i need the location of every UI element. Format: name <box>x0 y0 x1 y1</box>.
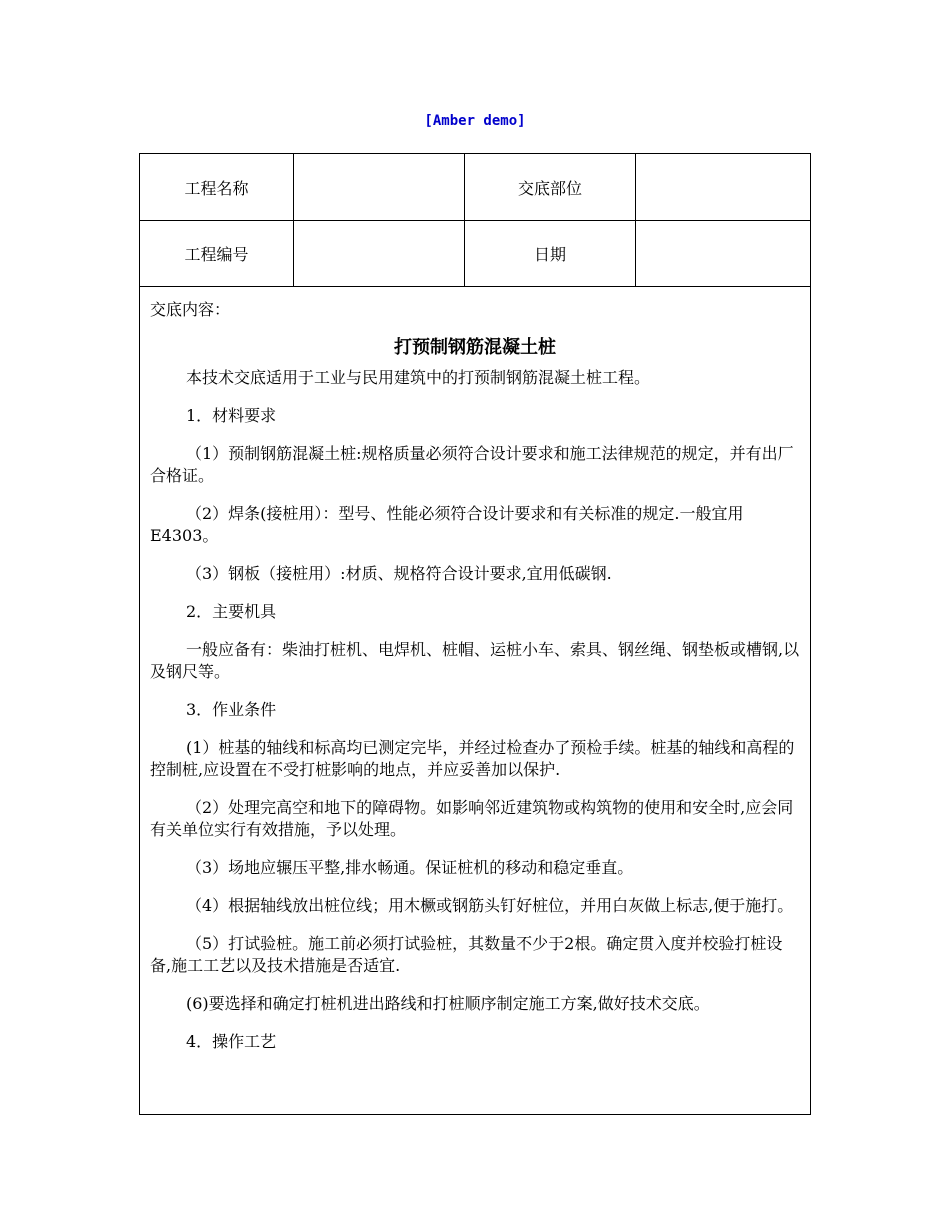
paragraph: (6)要选择和确定打桩机进出路线和打桩顺序制定施工方案,做好技术交底。 <box>186 994 710 1013</box>
handover-content <box>140 287 810 1069</box>
project-name-field <box>294 154 465 220</box>
header-link[interactable]: [Amber demo] <box>424 113 526 129</box>
date-field <box>636 220 810 286</box>
paragraph: （1）预制钢筋混凝土桩:规格质量必须符合设计要求和施工法律规范的规定，并有出厂合格证。 <box>150 444 794 485</box>
paragraph: 一般应备有：柴油打桩机、电焊机、桩帽、运桩小车、索具、钢丝绳、钢垫板或槽钢,以及钢尺等。 <box>150 640 800 681</box>
section-heading: 4．操作工艺 <box>186 1032 277 1051</box>
paragraph: （5）打试验桩。施工前必须打试验桩，其数量不少于2根。确定贯入度并校验打桩设备,施工工艺以及技术措施是否适宜. <box>150 934 783 975</box>
table-row <box>140 220 810 287</box>
date-label: 日期 <box>465 220 636 286</box>
paragraph: （4）根据轴线放出桩位线；用木橛或钢筋头钉好桩位，并用白灰做上标志,便于施打。 <box>186 896 794 915</box>
project-number-label: 工程编号 <box>140 220 294 286</box>
handover-sheet <box>139 153 811 1115</box>
document-title: 打预制钢筋混凝土桩 <box>394 337 556 358</box>
table-row <box>140 154 810 221</box>
handover-part-field <box>636 154 810 220</box>
paragraph: (1）桩基的轴线和标高均已测定完毕，并经过检查办了预检手续。桩基的轴线和高程的控制桩,应设置在不受打桩影响的地点，并应妥善加以保护. <box>150 738 795 779</box>
section-heading: 1．材料要求 <box>186 406 277 425</box>
paragraph: （2）焊条(接桩用）：型号、性能必须符合设计要求和有关标准的规定.一般宜用E4303。 <box>150 504 744 545</box>
handover-part-label: 交底部位 <box>465 154 636 220</box>
project-number-field <box>294 220 465 286</box>
paragraph: 本技术交底适用于工业与民用建筑中的打预制钢筋混凝土桩工程。 <box>186 368 651 387</box>
section-heading: 3．作业条件 <box>186 700 277 719</box>
paragraph: （3）钢板（接桩用）:材质、规格符合设计要求,宜用低碳钢. <box>186 564 612 583</box>
section-heading: 2．主要机具 <box>186 602 277 621</box>
project-name-label: 工程名称 <box>140 154 294 220</box>
paragraph: （3）场地应辗压平整,排水畅通。保证桩机的移动和稳定垂直。 <box>186 858 634 877</box>
paragraph: （2）处理完高空和地下的障碍物。如影响邻近建筑物或构筑物的使用和安全时,应会同有关单位实行有效措施，予以处理。 <box>150 798 794 839</box>
content-label: 交底内容： <box>150 300 231 319</box>
